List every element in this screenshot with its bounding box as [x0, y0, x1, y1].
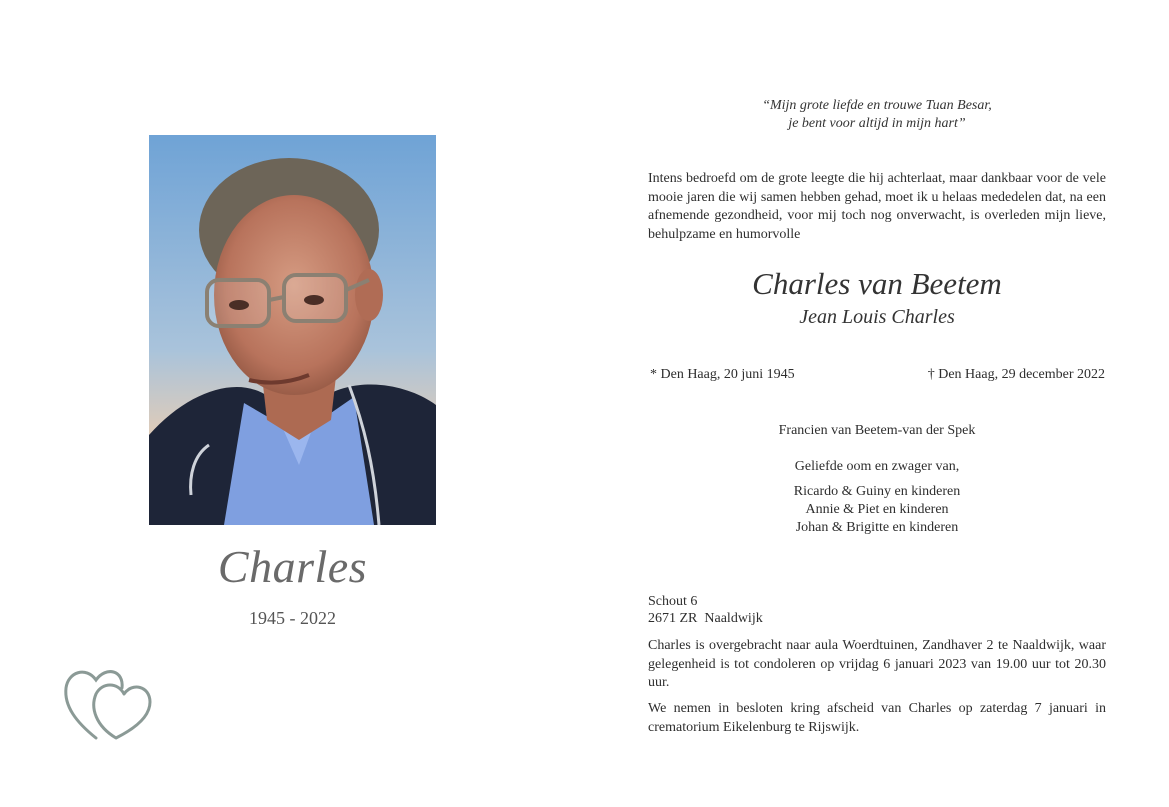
- address: [648, 593, 763, 627]
- birth-info: * Den Haag, 20 juni 1945: [650, 367, 795, 382]
- relative-item: Johan & Brigitte en kinderen: [795, 520, 959, 535]
- quote-line: “Mijn grote liefde en trouwe Tuan Besar,: [762, 98, 992, 113]
- relative-item: Ricardo & Guiny en kinderen: [793, 484, 961, 499]
- address-city: 2671 ZR Naaldwijk: [648, 611, 763, 626]
- relative-item: Annie & Piet en kinderen: [805, 502, 949, 517]
- death-info: † Den Haag, 29 december 2022: [927, 367, 1105, 382]
- life-years: 1945 - 2022: [249, 608, 336, 628]
- first-name: Charles: [217, 541, 368, 592]
- deceased-full-name: Charles van Beetem: [752, 266, 1002, 301]
- relatives-list: [648, 483, 1106, 537]
- condolence-info: Charles is overgebracht naar aula Woerdtuinen, Zandhaver 2 te Naaldwijk, waar gelegenheid is tot condoleren op vrijdag 6 januari 2023 van 19.00 uur tot 20.30 uur.: [648, 638, 1106, 690]
- intro-text: Intens bedroefd om de grote leegte die hij achterlaat, maar dankbaar voor de vele mooie jaren die wij samen hebben gehad, moet ik u helaas mededelen dat, na een afnemende gezondheid, voor mij toch nog onverwacht, is overleden mijn lieve, behulpzame en humorvolle: [648, 171, 1106, 242]
- relation-text: Geliefde oom en zwager van,: [794, 459, 960, 474]
- address-street: Schout 6: [648, 594, 698, 609]
- portrait-photo: [149, 135, 436, 525]
- farewell-info: We nemen in besloten kring afscheid van Charles op zaterdag 7 januari in crematorium Eikelenburg te Rijswijk.: [648, 701, 1106, 735]
- quote: [648, 97, 1106, 133]
- quote-line: je bent voor altijd in mijn hart”: [788, 116, 966, 131]
- two-hearts-icon: [62, 660, 156, 742]
- deceased-given-names: Jean Louis Charles: [799, 306, 955, 328]
- spouse-name: Francien van Beetem-van der Spek: [778, 423, 976, 438]
